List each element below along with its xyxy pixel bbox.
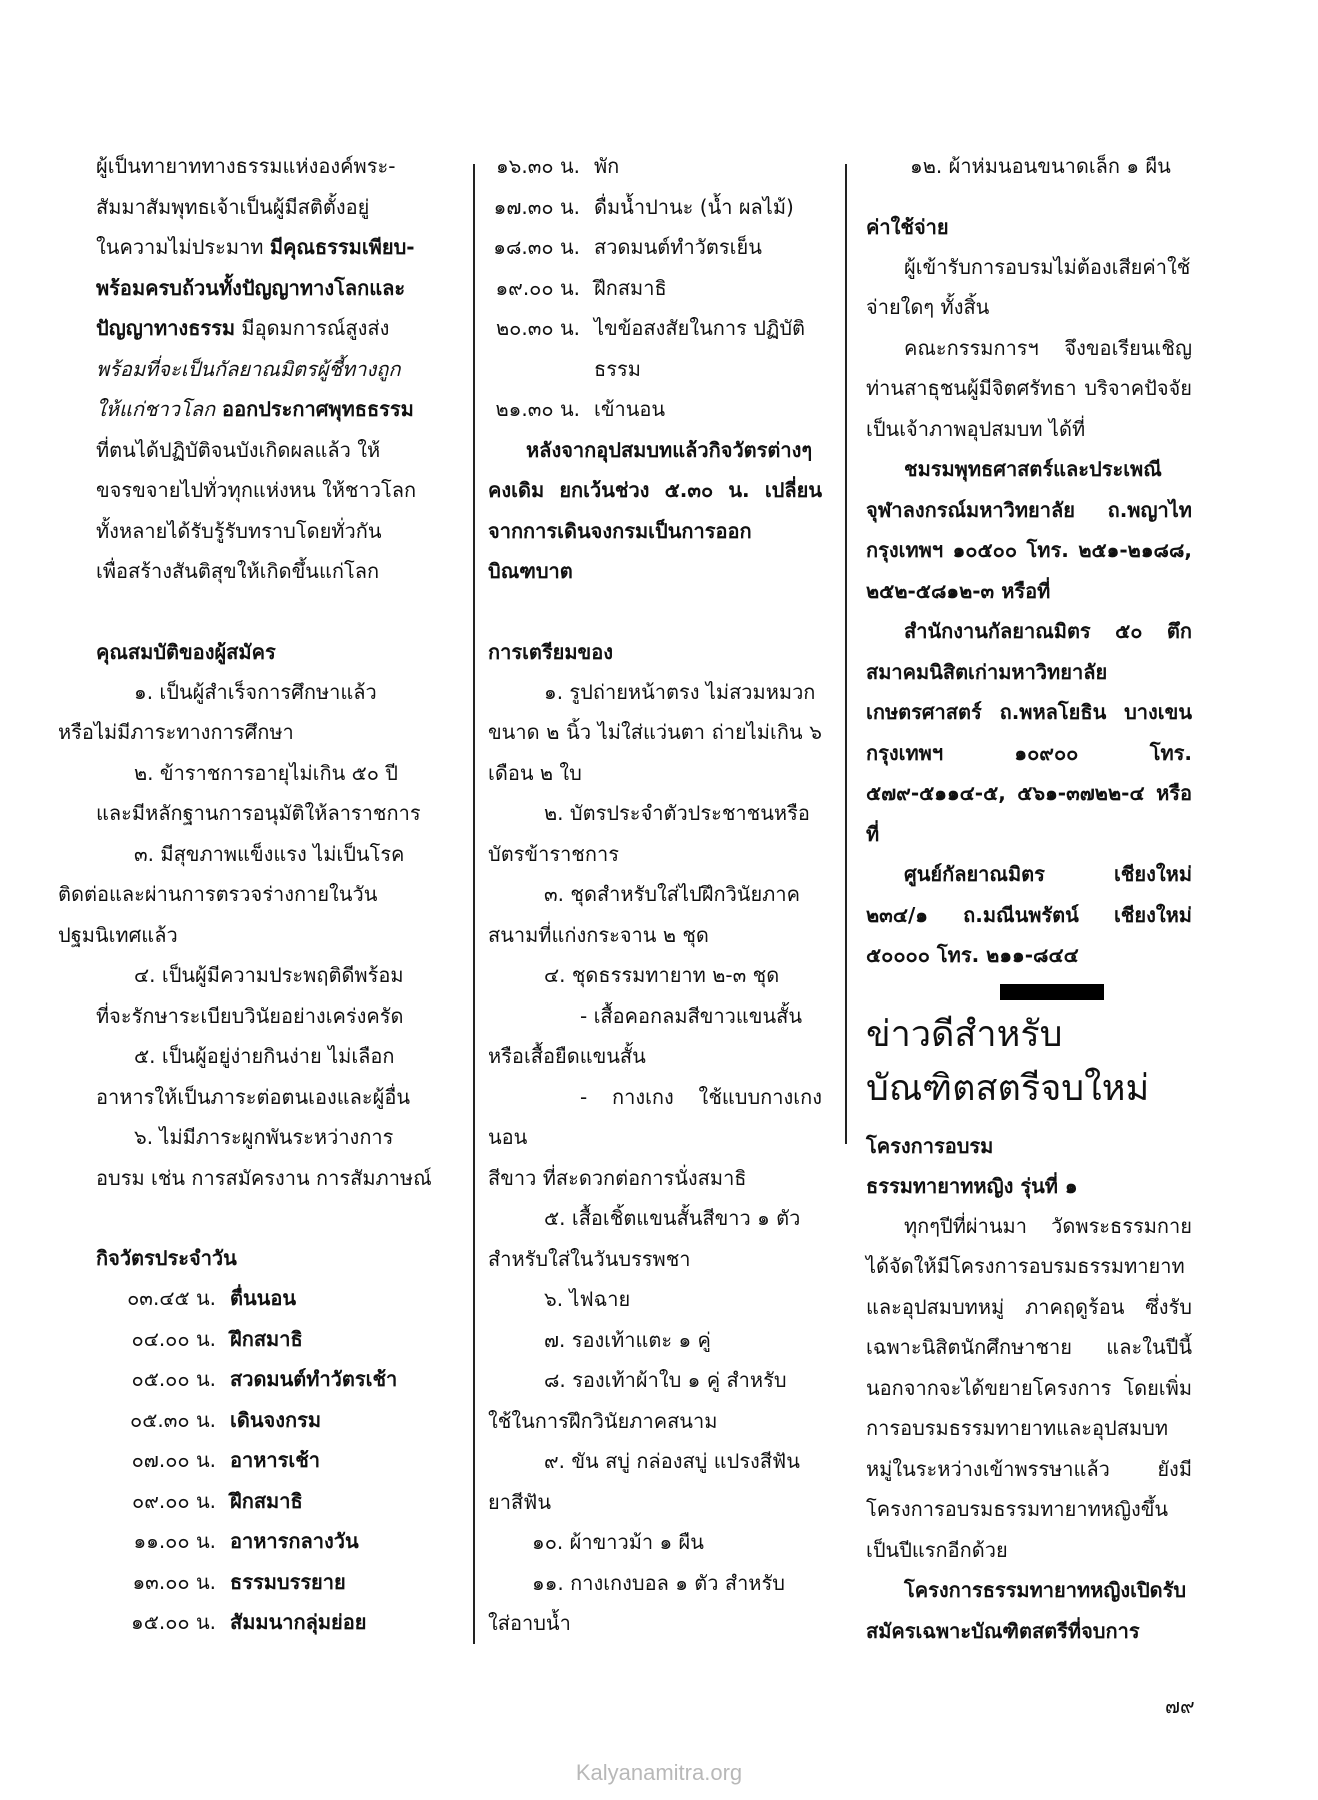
column-divider-1 (473, 164, 475, 1644)
qualification-item: ๓. มีสุขภาพแข็งแรง ไม่เป็นโรค ติดต่อและผ่านการตรวจร่างกายในวัน ปฐมนิเทศแล้ว (58, 841, 405, 947)
routine-row: ๑๓.๐๐ น. ธรรมบรรยาย (132, 1569, 346, 1594)
prep-item-12: ๑๒. ผ้าห่มนอนขนาดเล็ก ๑ ผืน (910, 154, 1171, 178)
ordination-note: หลังจากอุปสมบทแล้วกิจวัตรต่างๆ คงเดิม ยกเว้นช่วง ๕.๓๐ น. เปลี่ยนจากการเดินจงกรมเป็นการออกบิณฑบาต (488, 437, 822, 583)
column-middle (488, 146, 822, 1644)
intro-line: สัมมาสัมพุทธเจ้าเป็นผู้มีสติตั้งอยู่ (96, 194, 370, 219)
intro-paragraph (96, 146, 462, 592)
schedule-row: ๑๙.๐๐ น. ฝึกสมาธิ (495, 275, 667, 300)
qualifications-heading: คุณสมบัติของผู้สมัคร (96, 639, 276, 664)
intro-line: มีอุดมการณ์สูงส่ง (235, 316, 390, 340)
preparation-heading: การเตรียมของ (488, 639, 613, 664)
intro-line-bold: มีคุณธรรมเพียบ- (269, 235, 415, 259)
project-paragraph-2: โครงการธรรมทายาทหญิงเปิดรับสมัครเฉพาะบัณฑิตสตรีที่จบการ (866, 1578, 1187, 1643)
contact-kalyanamitra-office: สำนักงานกัลยาณมิตร ๕๐ ตึกสมาคมนิสิตเก่ามหาวิทยาลัยเกษตรศาสตร์ ถ.พหลโยธิน บางเขน กรุงเทพฯ ๑๐๙๐๐ โทร. ๕๗๙-๕๑๑๔-๕, ๕๖๑-๓๗๒๒-๔ หรือที่ (866, 619, 1192, 846)
prep-item: ๒. บัตรประจำตัวประชาชนหรือ บัตรข้าราชการ (488, 801, 810, 866)
daily-routine-list (96, 1278, 462, 1643)
project-title-line-2: ธรรมทายาทหญิง รุ่นที่ ๑ (866, 1173, 1078, 1198)
qualification-item: ๕. เป็นผู้อยู่ง่ายกินง่าย ไม่เลือก อาหารให้เป็นภาระต่อตนเองและผู้อื่น (96, 1044, 411, 1109)
prep-item: ๖. ไฟฉาย (544, 1287, 631, 1311)
intro-line: ทั้งหลายได้รับรู้รับทราบโดยทั่วกัน (96, 518, 382, 543)
intro-line: ที่ตนได้ปฏิบัติจนบังเกิดผลแล้ว ให้ (96, 437, 381, 462)
daily-routine-heading: กิจวัตรประจำวัน (96, 1246, 237, 1270)
prep-item: ๗. รองเท้าแตะ ๑ คู่ (544, 1327, 711, 1352)
section-divider-bar (1000, 984, 1104, 1000)
schedule-row: ๑๖.๓๐ น. พัก (495, 154, 620, 178)
intro-line: ผู้เป็นทายาททางธรรมแห่งองค์พระ- (96, 154, 396, 178)
intro-line: ในความไม่ประมาท (96, 235, 270, 259)
news-title-line-1: ข่าวดีสำหรับ (866, 1013, 1063, 1055)
qualification-item: ๔. เป็นผู้มีความประพฤติดีพร้อม ที่จะรักษาระเบียบวินัยอย่างเคร่งครัด (96, 963, 404, 1028)
prep-item: ๙. ขัน สบู่ กล่องสบู่ แปรงสีฟัน ยาสีฟัน (488, 1449, 800, 1514)
qualification-item: ๒. ข้าราชการอายุไม่เกิน ๕๐ ปี และมีหลักฐานการอนุมัติให้ลาราชการ (96, 760, 421, 825)
prep-item: ๑. รูปถ่ายหน้าตรง ไม่สวมหมวก ขนาด ๒ นิ้ว ไม่ใส่แว่นตา ถ่ายไม่เกิน ๖ เดือน ๒ ใบ (488, 679, 822, 785)
intro-line: ออกประกาศพุทธธรรม (215, 397, 414, 421)
prep-item: ๔. ชุดธรรมทายาท ๒-๓ ชุด (544, 963, 780, 987)
schedule-row: ๑๘.๓๐ น. สวดมนต์ทำวัตรเย็น (493, 235, 762, 259)
invite-text: คณะกรรมการฯ จึงขอเรียนเชิญท่านสาธุชนผู้มีจิตศรัทธา บริจาคปัจจัยเป็นเจ้าภาพอุปสมบท ได้ที่ (866, 335, 1192, 441)
routine-row: ๐๕.๐๐ น. สวดมนต์ทำวัตรเช้า (131, 1367, 398, 1391)
schedule-row: ๑๗.๓๐ น. ดื่มน้ำปานะ (น้ำ ผลไม้) (493, 194, 794, 219)
column-left (58, 146, 462, 1643)
prep-item: - กางเกง ใช้แบบกางเกงนอน สีขาว ที่สะดวกต่อการนั่งสมาธิ (488, 1084, 822, 1190)
prep-item: ๑๑. กางเกงบอล ๑ ตัว สำหรับ ใส่อาบน้ำ (488, 1570, 785, 1635)
schedule-row: ๒๐.๓๐ น. ไขข้อสงสัยในการ ปฏิบัติธรรม (495, 316, 805, 381)
prep-item: ๘. รองเท้าผ้าใบ ๑ คู่ สำหรับ ใช้ในการฝึกวินัยภาคสนาม (488, 1368, 787, 1433)
project-paragraph: ทุกๆปีที่ผ่านมา วัดพระธรรมกายได้จัดให้มีโครงการอบรมธรรมทายาท และอุปสมบทหมู่ ภาคฤดูร้อน ซึ่งรับเฉพาะนิสิตนักศึกษาชาย และในปีนี้นอกจากจะได้ขยายโครงการ โดยเพิ่มการอบรมธรรมทายาทและอุปสมบทหมู่ในระหว่างเข้าพรรษาแล้ว ยังมีโครงการอบรมธรรมทายาทหญิงขึ้นเป็นปีแรกอีกด้วย (866, 1213, 1192, 1562)
routine-row: ๐๓.๔๕ น. ตื่นนอน (127, 1286, 297, 1310)
expense-heading: ค่าใช้จ่าย (866, 214, 949, 239)
column-right (866, 146, 1192, 1651)
routine-row: ๑๕.๐๐ น. สัมมนากลุ่มย่อย (131, 1610, 367, 1634)
routine-row: ๐๙.๐๐ น. ฝึกสมาธิ (131, 1488, 303, 1513)
watermark-footer: Kalyanamitra.org (575, 1760, 743, 1785)
preparation-list (488, 672, 822, 1644)
prep-item: ๕. เสื้อเชิ้ตแขนสั้นสีขาว ๑ ตัว สำหรับใส่ในวันบรรพชา (488, 1206, 801, 1271)
intro-line-italic: พร้อมที่จะเป็นกัลยาณมิตรผู้ชี้ทางถูก (96, 356, 401, 381)
expense-text: ผู้เข้ารับการอบรมไม่ต้องเสียค่าใช้จ่ายใดๆ ทั้งสิ้น (866, 254, 1191, 319)
schedule-row: ๒๑.๓๐ น. เข้านอน (495, 397, 666, 421)
routine-row: ๑๑.๐๐ น. อาหารกลางวัน (133, 1529, 359, 1553)
qualifications-list (58, 672, 462, 1199)
project-title-line-1: โครงการอบรม (866, 1133, 994, 1158)
evening-schedule (488, 146, 822, 430)
contact-chiangmai: ศูนย์กัลยาณมิตร เชียงใหม่ ๒๓๔/๑ ถ.มณีนพรัตน์ เชียงใหม่ ๕๐๐๐๐ โทร. ๒๑๑-๘๔๔ (866, 862, 1192, 967)
intro-line-bold: ปัญญาทางธรรม (96, 316, 236, 340)
intro-line: พร้อมครบถ้วนทั้งปัญญาทางโลกและ (96, 275, 406, 300)
column-divider-2 (845, 164, 847, 1144)
news-title-line-2: บัณฑิตสตรีจบใหม่ (866, 1067, 1150, 1109)
page-number: ๗๙ (1165, 1694, 1195, 1718)
qualification-item: ๖. ไม่มีภาระผูกพันระหว่างการ อบรม เช่น การสมัครงาน การสัมภาษณ์ (96, 1125, 432, 1190)
prep-item: - เสื้อคอกลมสีขาวแขนสั้น หรือเสื้อยืดแขนสั้น (488, 1003, 803, 1068)
prep-item: ๑๐. ผ้าขาวม้า ๑ ผืน (532, 1530, 704, 1554)
routine-row: ๐๕.๓๐ น. เดินจงกรม (130, 1407, 322, 1432)
intro-line: เพื่อสร้างสันติสุขให้เกิดขึ้นแก่โลก (96, 559, 380, 583)
contact-chulalongkorn: ชมรมพุทธศาสตร์และประเพณีจุฬาลงกรณ์มหาวิทยาลัย ถ.พญาไท กรุงเทพฯ ๑๐๕๐๐ โทร. ๒๕๑-๒๑๘๘, ๒๕๒-๕๘๑๒-๓ หรือที่ (866, 457, 1192, 603)
prep-item: ๓. ชุดสำหรับใส่ไปฝึกวินัยภาค สนามที่แก่งกระจาน ๒ ชุด (488, 882, 800, 947)
routine-row: ๐๗.๐๐ น. อาหารเช้า (131, 1448, 321, 1472)
routine-row: ๐๔.๐๐ น. ฝึกสมาธิ (131, 1326, 303, 1351)
intro-line-italic: ให้แก่ชาวโลก (96, 397, 216, 421)
qualification-item: ๑. เป็นผู้สำเร็จการศึกษาแล้ว หรือไม่มีภาระทางการศึกษา (58, 679, 377, 744)
intro-line: ขจรขจายไปทั่วทุกแห่งหน ให้ชาวโลก (96, 478, 417, 502)
